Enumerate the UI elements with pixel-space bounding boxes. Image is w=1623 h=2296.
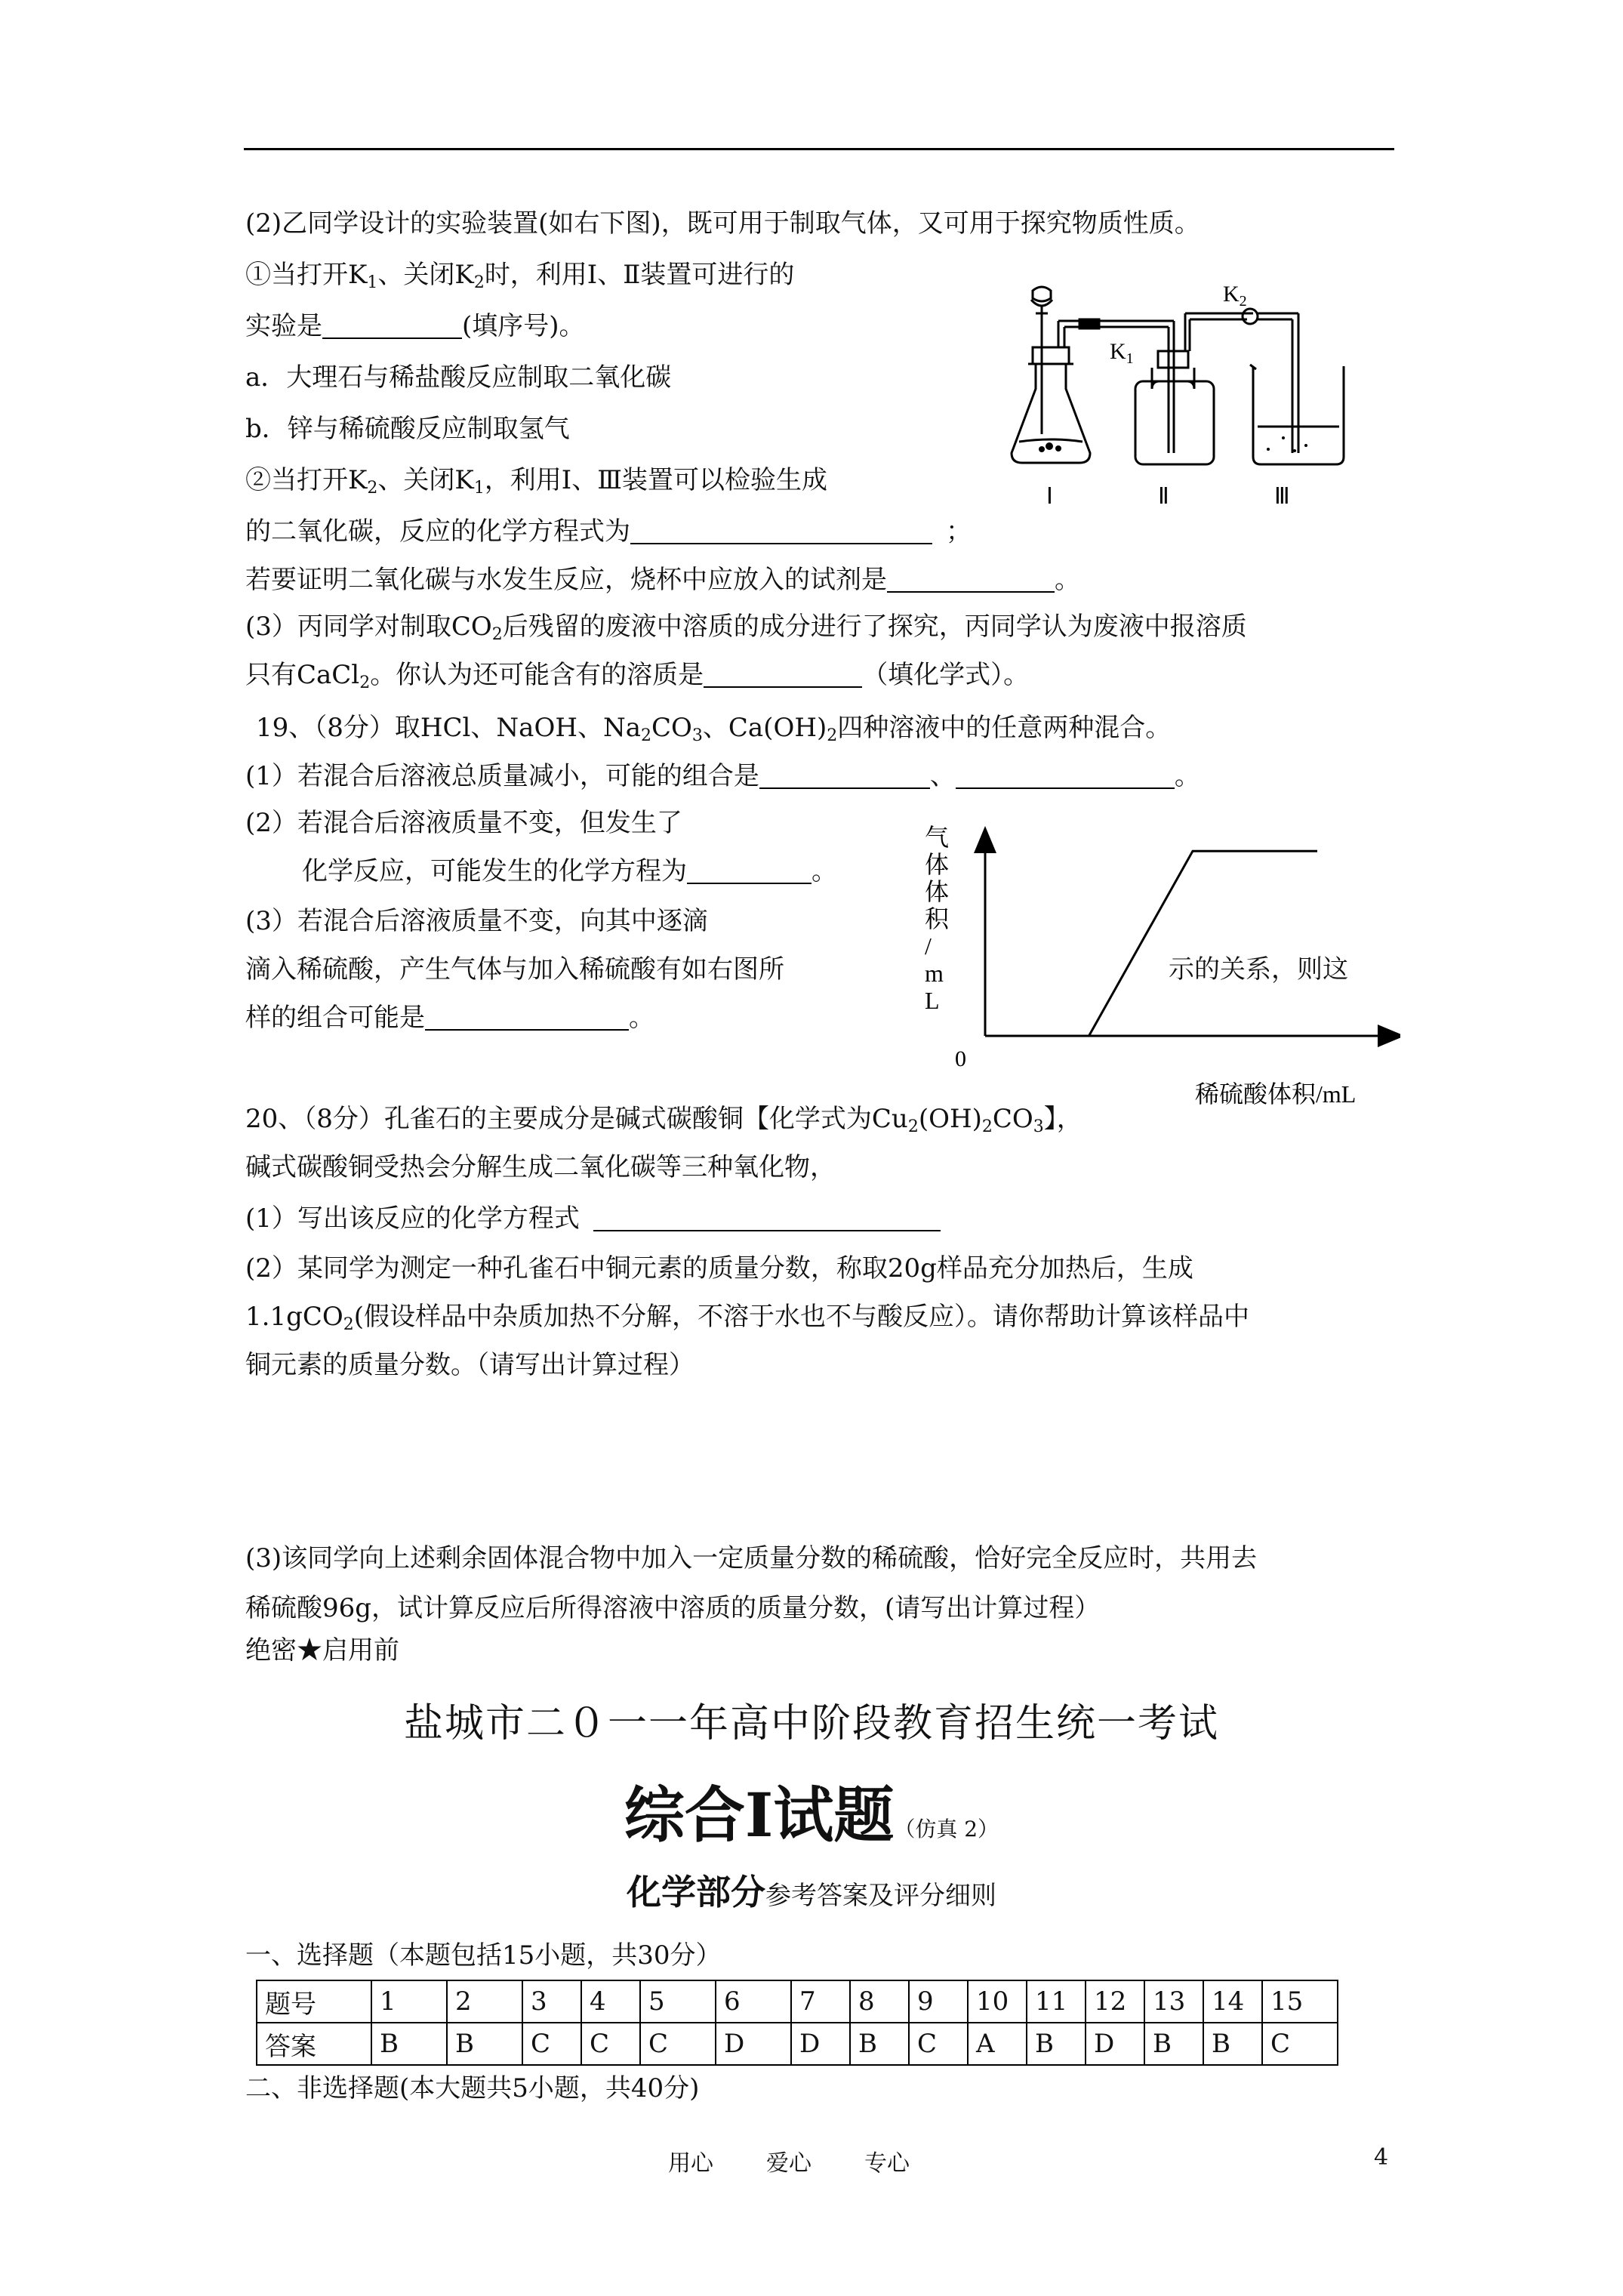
q20-p2-line2: 1.1gCO$_2$(假设样品中杂质加热不分解，不溶于水也不与酸反应）。请你帮助计算该样品中 [245, 1302, 1249, 1334]
table-cell: D [1086, 2023, 1144, 2065]
answer-blank[interactable] [956, 762, 1175, 789]
table-cell: A [968, 2023, 1027, 2065]
table-cell: 10 [968, 1980, 1027, 2023]
table-cell: 5 [640, 1980, 716, 2023]
table-cell: 12 [1086, 1980, 1144, 2023]
row-header: 题号 [257, 1980, 371, 2023]
table-cell: D [716, 2023, 791, 2065]
apparatus-label-2: Ⅱ [1158, 484, 1169, 509]
footer-motto-1: 用心 [668, 2150, 713, 2177]
q20-head: 20、（8分）孔雀石的主要成分是碱式碳酸铜【化学式为$Cu_2(OH)_2CO_3$】， [245, 1104, 1083, 1136]
table-cell: 6 [716, 1980, 791, 2023]
q20-p3: (3)该同学向上述剩余固体混合物中加入一定质量分数的稀硫酸，恰好完全反应时，共用去 [245, 1543, 1258, 1573]
q18-p2-2-line3: 若要证明二氧化碳与水发生反应，烧杯中应放入的试剂是 。 [245, 565, 1080, 595]
table-cell: D [791, 2023, 850, 2065]
q19-p3-line2-tail: 示的关系，则这 [1169, 954, 1348, 985]
table-cell: B [371, 2023, 447, 2065]
table-row [257, 2023, 1338, 2065]
table-cell: C [581, 2023, 640, 2065]
table-cell: C [909, 2023, 968, 2065]
table-cell: B [447, 2023, 522, 2065]
q19-p3-line3: 样的组合可能是 。 [245, 1003, 654, 1033]
table-cell: 3 [522, 1980, 581, 2023]
table-cell: 15 [1262, 1980, 1338, 2023]
answer-blank[interactable] [759, 762, 930, 789]
q18-option-b: b．锌与稀硫酸反应制取氢气 [245, 414, 570, 444]
apparatus-label-3: Ⅲ [1274, 484, 1290, 509]
table-cell: 13 [1144, 1980, 1203, 2023]
table-cell: 11 [1027, 1980, 1086, 2023]
q19-p2-line1: (2）若混合后溶液质量不变，但发生了 [245, 808, 682, 838]
table-cell: C [1262, 2023, 1338, 2065]
answer-blank[interactable] [425, 1003, 629, 1031]
q18-p2-1-line1: ①当打开$K_1$、关闭$K_2$时，利用Ⅰ、Ⅱ装置可进行的 [245, 260, 795, 292]
q19-p3-line1: (3）若混合后溶液质量不变，向其中逐滴 [245, 906, 708, 936]
table-cell: B [850, 2023, 909, 2065]
q20-line2: 碱式碳酸铜受热会分解生成二氧化碳等三种氧化物， [245, 1152, 836, 1182]
q18-p2-1-line2: 实验是 (填序号)。 [245, 311, 585, 341]
header-rule [244, 148, 1394, 150]
footer-motto-2: 爱心 [766, 2150, 812, 2177]
q20-p2-line3: 铜元素的质量分数。（请写出计算过程） [245, 1350, 694, 1380]
table-cell: 9 [909, 1980, 968, 2023]
apparatus-label-1: Ⅰ [1046, 484, 1053, 509]
table-cell: 2 [447, 1980, 522, 2023]
table-cell: C [522, 2023, 581, 2065]
q19-head: 19、（8分）取HCl、NaOH、$Na_2CO_3$、$Ca(OH)_2$四种溶液中的任意两种混合。 [256, 713, 1172, 745]
k1-label: $K_1$ [1110, 339, 1134, 367]
exam-subtitle: 综合Ⅰ试题（仿真 2） [624, 1780, 999, 1851]
answer-blank[interactable] [704, 661, 862, 688]
table-cell: 14 [1203, 1980, 1262, 2023]
table-cell: B [1027, 2023, 1086, 2065]
table-cell: 1 [371, 1980, 447, 2023]
gas-volume-chart [902, 823, 1400, 1110]
table-cell: B [1203, 2023, 1262, 2065]
secret-label: 绝密★启用前 [245, 1635, 399, 1666]
table-cell: 7 [791, 1980, 850, 2023]
table-cell: B [1144, 2023, 1203, 2065]
table-cell: C [640, 2023, 716, 2065]
q20-p1: (1）写出该反应的化学方程式 [245, 1200, 941, 1237]
answer-blank[interactable] [593, 1204, 941, 1231]
answer-blank[interactable] [887, 566, 1055, 593]
k2-label: $K_2$ [1223, 282, 1247, 310]
apparatus-diagram [996, 276, 1389, 517]
q18-p2-2-line1: ②当打开$K_2$、关闭$K_1$，利用Ⅰ、Ⅲ装置可以检验生成 [245, 465, 828, 498]
answer-blank[interactable] [687, 857, 812, 884]
answer-table [256, 1980, 1338, 2066]
q18-p3-line2: 只有CaCl$_2$。你认为还可能含有的溶质是 （填化学式）。 [245, 660, 1030, 692]
q18-p2-intro: (2)乙同学设计的实验装置(如右下图)，既可用于制取气体，又可用于探究物质性质。 [245, 208, 1200, 239]
q18-p3-line1: (3）丙同学对制取$CO_2$后残留的废液中溶质的成分进行了探究，丙同学认为废液中报溶质 [245, 612, 1247, 644]
q18-option-a: a．大理石与稀盐酸反应制取二氧化碳 [245, 362, 672, 393]
answer-blank[interactable] [630, 517, 932, 544]
x-axis-label: 稀硫酸体积/mL [1195, 1080, 1357, 1108]
table-row [257, 1980, 1338, 2023]
page-number: 4 [1374, 2144, 1389, 2171]
answer-key-heading: 化学部分参考答案及评分细则 [627, 1872, 996, 1912]
table-cell: 4 [581, 1980, 640, 2023]
origin-label: 0 [955, 1046, 966, 1071]
q20-p2: (2）某同学为测定一种孔雀石中铜元素的质量分数，称取20g样品充分加热后，生成 [245, 1253, 1193, 1284]
q19-p1: (1）若混合后溶液总质量减小，可能的组合是 、 。 [245, 761, 1200, 791]
section1-heading: 一、选择题（本题包括15小题，共30分） [245, 1940, 722, 1971]
y-axis-label: 气体体积/ m L [925, 824, 950, 1014]
footer-motto-3: 专心 [864, 2150, 910, 2177]
table-cell: 8 [850, 1980, 909, 2023]
q19-p3-line2: 滴入稀硫酸，产生气体与加入稀硫酸有如右图所 [245, 954, 784, 985]
section2-heading: 二、非选择题(本大题共5小题，共40分) [245, 2073, 700, 2103]
answer-blank[interactable] [322, 312, 462, 339]
q18-p2-2-line2: 的二氧化碳，反应的化学方程式为 ； [245, 516, 972, 547]
q19-p2-line2: 化学反应，可能发生的化学方程为 。 [302, 856, 837, 886]
q20-p3-line2: 稀硫酸96g，试计算反应后所得溶液中溶质的质量分数，(请写出计算过程） [245, 1593, 1101, 1623]
row-header: 答案 [257, 2023, 371, 2065]
exam-title: 盐城市二０一一年高中阶段教育招生统一考试 [403, 1701, 1219, 1746]
series-line-0 [985, 851, 1317, 1036]
